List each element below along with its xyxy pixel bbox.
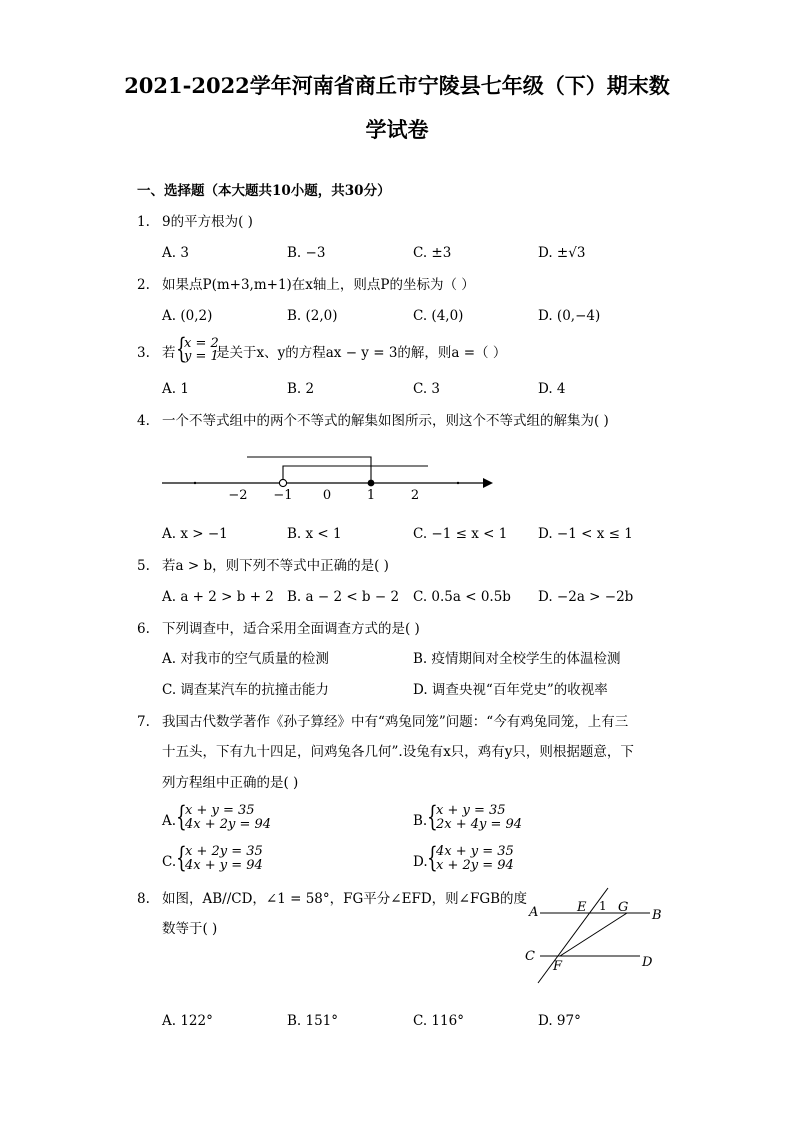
closed-circle-1 bbox=[368, 480, 375, 487]
q7-option-b-eq2: 2x + 4y = 94 bbox=[436, 817, 523, 832]
q5-option-a: A. a + 2 > b + 2 bbox=[162, 589, 274, 605]
q8-option-d: D. 97° bbox=[538, 1013, 581, 1029]
q8-option-a: A. 122° bbox=[162, 1013, 213, 1029]
q6-option-c: C. 调查某汽车的抗撞击能力 bbox=[162, 682, 329, 698]
q3-number: 3. bbox=[137, 345, 150, 361]
q7-option-a-eq1: x + y = 35 bbox=[185, 803, 255, 818]
q7-option-a-brace: { bbox=[176, 800, 187, 833]
q7-number: 7. bbox=[137, 714, 150, 730]
q7-option-a-label: A. bbox=[162, 813, 177, 829]
q6-stem: 下列调查中，适合采用全面调查方式的是( ) bbox=[162, 621, 420, 637]
q3-option-d: D. 4 bbox=[538, 381, 566, 397]
q1-option-a: A. 3 bbox=[162, 245, 189, 261]
tick-label: −2 bbox=[228, 488, 248, 503]
q3-pre: 若 bbox=[162, 345, 176, 361]
axis-arrow-icon bbox=[483, 478, 493, 488]
q8-line-1: 如图，AB//CD，∠1 = 58°，FG平分∠EFD，则∠FGB的度 bbox=[162, 891, 528, 907]
solution-bracket-x-le-1 bbox=[247, 457, 371, 483]
q7-option-b-label: B. bbox=[413, 813, 428, 829]
section-heading: 一、选择题（本大题共10小题，共30分） bbox=[137, 183, 391, 199]
open-circle-neg1 bbox=[279, 479, 286, 486]
q5-number: 5. bbox=[137, 558, 150, 574]
q3-brace: { bbox=[176, 332, 187, 365]
q8-line-2: 数等于( ) bbox=[162, 921, 218, 937]
q4-option-d: D. −1 < x ≤ 1 bbox=[538, 526, 633, 542]
q6-option-d: D. 调查央视“百年党史”的收视率 bbox=[413, 682, 608, 698]
q8-option-b: B. 151° bbox=[287, 1013, 339, 1029]
q2-option-a: A. (0,2) bbox=[162, 308, 213, 324]
q1-option-d: D. ±√3 bbox=[538, 245, 586, 261]
tick-label: 1 bbox=[366, 488, 376, 503]
title-line-2: 学试卷 bbox=[365, 117, 429, 142]
q7-option-b-brace: { bbox=[427, 800, 438, 833]
q8-option-c: C. 116° bbox=[413, 1013, 464, 1029]
q5-option-d: D. −2a > −2b bbox=[538, 589, 634, 605]
q7-option-b-eq1: x + y = 35 bbox=[436, 803, 506, 818]
q3-post: 是关于x、y的方程ax − y = 3的解，则a =（ ） bbox=[216, 345, 507, 361]
q7-option-a-eq2: 4x + 2y = 94 bbox=[185, 817, 272, 832]
point-label-c: C bbox=[525, 949, 535, 964]
transversal-ef bbox=[538, 888, 608, 983]
q4-number: 4. bbox=[137, 413, 150, 429]
q7-option-d-eq2: x + 2y = 94 bbox=[436, 858, 514, 873]
q3-option-b: B. 2 bbox=[287, 381, 315, 397]
q7-option-d-label: D. bbox=[413, 854, 428, 870]
parallel-lines-figure bbox=[520, 880, 680, 990]
point-label-e: E bbox=[577, 900, 587, 915]
q5-option-b: B. a − 2 < b − 2 bbox=[287, 589, 400, 605]
q8-number: 8. bbox=[137, 891, 150, 907]
q3-sys-line-2: y = 1 bbox=[184, 349, 219, 364]
q7-option-d-eq1: 4x + y = 35 bbox=[436, 844, 514, 859]
q2-option-b: B. (2,0) bbox=[287, 308, 338, 324]
q1-stem: 9的平方根为( ) bbox=[162, 214, 253, 230]
q4-option-c: C. −1 ≤ x < 1 bbox=[413, 526, 508, 542]
q7-line-2: 十五头，下有九十四足，问鸡兔各几何”.设兔有x只，鸡有y只，则根据题意，下 bbox=[162, 744, 634, 760]
tick-label: 2 bbox=[410, 488, 420, 503]
q7-line-3: 列方程组中正确的是( ) bbox=[162, 775, 299, 791]
q3-option-a: A. 1 bbox=[162, 381, 189, 397]
q6-option-a: A. 对我市的空气质量的检测 bbox=[162, 651, 329, 667]
point-label-d: D bbox=[642, 955, 653, 970]
q5-stem: 若a > b，则下列不等式中正确的是( ) bbox=[162, 558, 389, 574]
point-label-f: F bbox=[553, 959, 563, 974]
solution-bracket-x-gt-neg1 bbox=[283, 466, 428, 479]
q3-option-c: C. 3 bbox=[413, 381, 441, 397]
q7-option-c-brace: { bbox=[176, 841, 187, 874]
point-label-b: B bbox=[652, 908, 662, 923]
bisector-fg bbox=[560, 913, 627, 956]
q2-number: 2. bbox=[137, 277, 150, 293]
q7-option-c-eq1: x + 2y = 35 bbox=[185, 844, 263, 859]
axis-dot bbox=[194, 482, 196, 484]
title-line-1: 2021-2022学年河南省商丘市宁陵县七年级（下）期末数 bbox=[124, 73, 670, 98]
q5-option-c: C. 0.5a < 0.5b bbox=[413, 589, 511, 605]
q6-option-b: B. 疫情期间对全校学生的体温检测 bbox=[413, 651, 621, 667]
q1-option-b: B. −3 bbox=[287, 245, 326, 261]
point-label-a: A bbox=[529, 905, 539, 920]
q4-option-b: B. x < 1 bbox=[287, 526, 342, 542]
q7-option-d-brace: { bbox=[427, 841, 438, 874]
tick-label: 0 bbox=[322, 488, 332, 503]
q4-option-a: A. x > −1 bbox=[162, 526, 228, 542]
tick-label: −1 bbox=[273, 488, 293, 503]
q4-stem: 一个不等式组中的两个不等式的解集如图所示，则这个不等式组的解集为( ) bbox=[162, 413, 609, 429]
q7-option-c-eq2: 4x + y = 94 bbox=[185, 858, 263, 873]
q7-line-1: 我国古代数学著作《孙子算经》中有“鸡兔同笼”问题：“今有鸡兔同笼，上有三 bbox=[162, 714, 629, 730]
q7-option-c-label: C. bbox=[162, 854, 177, 870]
q3-sys-line-1: x = 2 bbox=[184, 336, 219, 351]
point-label-g: G bbox=[618, 900, 629, 915]
number-line-figure bbox=[150, 445, 510, 505]
q2-stem: 如果点P(m+3,m+1)在x轴上，则点P的坐标为（ ） bbox=[162, 277, 475, 293]
q2-option-c: C. (4,0) bbox=[413, 308, 464, 324]
q1-option-c: C. ±3 bbox=[413, 245, 452, 261]
q1-number: 1. bbox=[137, 214, 150, 230]
angle-label-1: 1 bbox=[599, 899, 607, 913]
axis-dot bbox=[457, 482, 459, 484]
q6-number: 6. bbox=[137, 621, 150, 637]
q2-option-d: D. (0,−4) bbox=[538, 308, 601, 324]
